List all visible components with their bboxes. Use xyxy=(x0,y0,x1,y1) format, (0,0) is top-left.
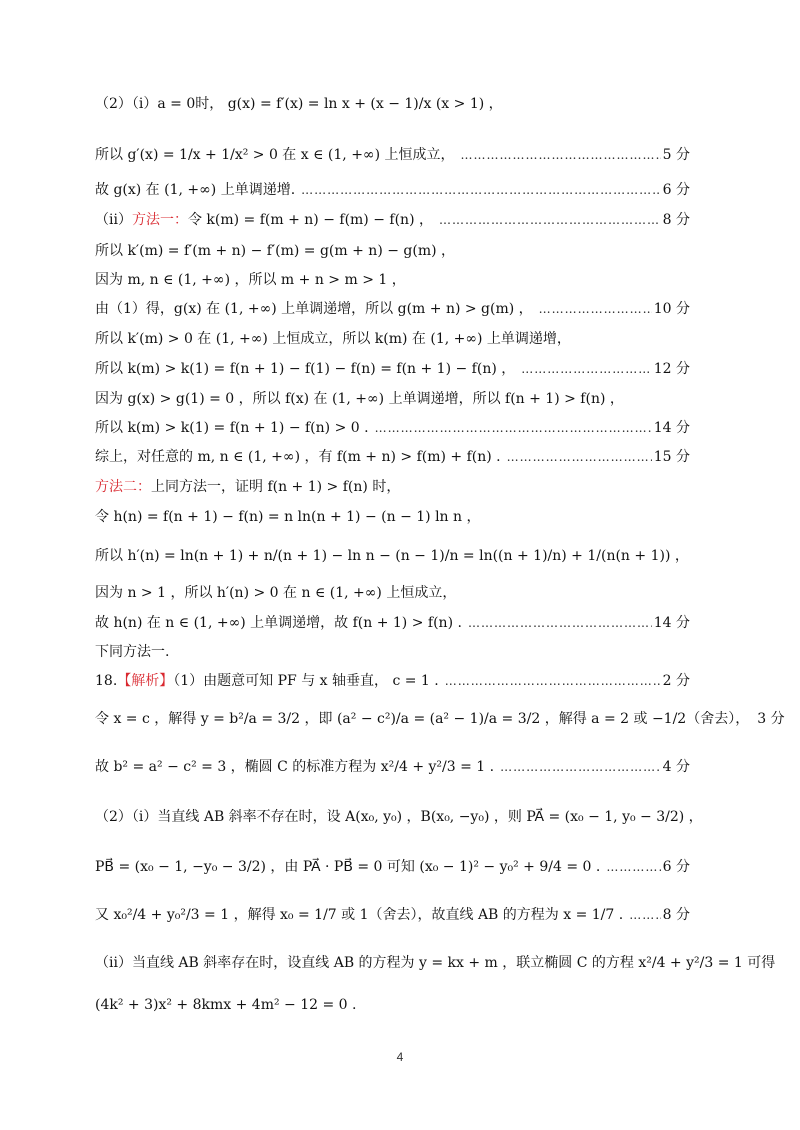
solution-line-13 xyxy=(95,480,690,494)
solution-line-14 xyxy=(95,510,690,524)
score-points: 15 分 xyxy=(653,449,690,465)
dot-leader xyxy=(629,909,660,921)
line-text: 故 g(x) 在 (1, +∞) 上单调递增. xyxy=(95,182,296,198)
dot-leader xyxy=(375,422,652,434)
score-points: 3 分 xyxy=(757,711,785,727)
line-text: 令 h(n) = f(n + 1) − f(n) = n ln(n + 1) − (n − 1) ln n ， xyxy=(95,509,481,525)
score-points: 10 分 xyxy=(653,301,690,317)
analysis-label: 【解析】 xyxy=(117,673,174,689)
line-text: 因为 n > 1 ，所以 h′(n) > 0 在 n ∈ (1, +∞) 上恒成立， xyxy=(95,585,457,601)
line-text: （1）由题意可知 PF 与 x 轴垂直， c = 1 . xyxy=(173,673,439,689)
solution-line-2 xyxy=(95,148,690,162)
solution-line-4 xyxy=(95,213,690,227)
line-text: 因为 m, n ∈ (1, +∞) ，所以 m + n > m > 1 ， xyxy=(95,272,406,288)
method-label: 方法二： xyxy=(95,479,151,495)
dot-leader xyxy=(539,303,652,315)
line-text: 故 h(n) 在 n ∈ (1, +∞) 上单调递增，故 f(n + 1) > f(n) . xyxy=(95,615,462,631)
solution-line-26 xyxy=(95,998,690,1012)
dot-leader xyxy=(468,617,652,629)
line-text: 所以 k′(m) = f′(m + n) − f′(m) = g(m + n) − g(m) ， xyxy=(95,243,456,259)
score-points: 12 分 xyxy=(653,361,690,377)
line-text: 所以 g′(x) = 1/x + 1/x² > 0 在 x ∈ (1, +∞) 上恒成立， xyxy=(95,147,455,163)
question-number: 18. xyxy=(95,673,118,689)
dot-leader xyxy=(301,184,660,196)
solution-line-19 xyxy=(95,674,690,688)
line-prefix: （ii） xyxy=(95,212,132,228)
score-points: 4 分 xyxy=(662,759,690,775)
solution-line-9 xyxy=(95,362,690,376)
line-text: 由（1）得，g(x) 在 (1, +∞) 上单调递增，所以 g(m + n) > g(m) ， xyxy=(95,301,533,317)
line-text: 因为 g(x) > g(1) = 0 ，所以 f(x) 在 (1, +∞) 上单调递增，所以 f(n + 1) > f(n) ， xyxy=(95,391,624,407)
solution-line-22 xyxy=(95,809,703,825)
line-text: （ii）当直线 AB 斜率存在时，设直线 AB 的方程为 y = kx + m ，联立椭圆 C 的方程 x²/4 + y²/3 = 1 可得 xyxy=(95,955,776,971)
line-text: （2）（i）当直线 AB 斜率不存在时，设 A(x₀, y₀) ，B(x₀, −y₀) ，则 PA⃗ = (x₀ − 1, y₀ − 3/2) ， xyxy=(95,809,703,825)
solution-line-10 xyxy=(95,392,690,406)
solution-line-6 xyxy=(95,273,690,287)
score-points: 6 分 xyxy=(662,182,690,198)
solution-line-24 xyxy=(95,908,690,922)
solution-line-11 xyxy=(95,421,690,435)
dot-leader xyxy=(445,675,661,687)
method-label: 方法一： xyxy=(131,212,188,228)
page-number: 4 xyxy=(396,1050,404,1064)
line-text: 下同方法一. xyxy=(95,644,170,660)
score-points: 8 分 xyxy=(662,907,690,923)
dot-leader xyxy=(606,861,660,873)
score-points: 2 分 xyxy=(662,673,690,689)
solution-line-1 xyxy=(95,97,690,111)
line-text: (4k² + 3)x² + 8kmx + 4m² − 12 = 0 . xyxy=(95,997,357,1013)
solution-line-17 xyxy=(95,616,690,630)
line-text: 上同方法一，证明 f(n + 1) > f(n) 时， xyxy=(151,479,401,495)
solution-line-12 xyxy=(95,450,690,464)
line-text: PB⃗ = (x₀ − 1, −y₀ − 3/2) ，由 PA⃗ · PB⃗ = 0 可知 (x₀ − 1)² − y₀² + 9/4 = 0 . xyxy=(95,859,601,875)
dot-leader xyxy=(439,214,661,226)
solution-line-25 xyxy=(95,955,776,971)
dot-leader xyxy=(507,451,652,463)
dot-leader xyxy=(521,363,651,375)
solution-line-5 xyxy=(95,244,690,258)
dot-leader xyxy=(461,149,661,161)
line-text: 故 b² = a² − c² = 3 ，椭圆 C 的标准方程为 x²/4 + y²/3 = 1 . xyxy=(95,759,495,775)
score-points: 14 分 xyxy=(653,615,690,631)
line-text: 又 x₀²/4 + y₀²/3 = 1 ，解得 x₀ = 1/7 或 1（舍去），故直线 AB 的方程为 x = 1/7 . xyxy=(95,907,624,923)
line-text: 令 k(m) = f(m + n) − f(m) − f(n) ， xyxy=(187,212,433,228)
line-text: 所以 k(m) > k(1) = f(n + 1) − f(n) > 0 . xyxy=(95,420,369,436)
solution-line-7 xyxy=(95,302,690,316)
line-text: 所以 k(m) > k(1) = f(n + 1) − f(1) − f(n) = f(n + 1) − f(n) ， xyxy=(95,361,516,377)
solution-line-8 xyxy=(95,332,690,346)
score-points: 6 分 xyxy=(662,859,690,875)
line-text: 令 x = c ，解得 y = b²/a = 3/2 ，即 (a² − c²)/a = (a² − 1)/a = 3/2 ，解得 a = 2 或 −1/2（舍去）， xyxy=(95,711,750,727)
line-text: 所以 h′(n) = ln(n + 1) + n/(n + 1) − ln n − (n − 1)/n = ln((n + 1)/n) + 1/(n(n + 1)) ， xyxy=(95,548,689,564)
score-points: 14 分 xyxy=(653,420,690,436)
line-text: 所以 k′(m) > 0 在 (1, +∞) 上恒成立，所以 k(m) 在 (1, +∞) 上单调递增， xyxy=(95,331,571,347)
solution-line-20 xyxy=(95,711,785,727)
solution-line-21 xyxy=(95,760,690,774)
score-points: 5 分 xyxy=(662,147,690,163)
solution-line-3 xyxy=(95,183,690,197)
line-text: 综上，对任意的 m, n ∈ (1, +∞) ，有 f(m + n) > f(m) + f(n) . xyxy=(95,449,501,465)
solution-line-15 xyxy=(95,549,690,563)
solution-line-16 xyxy=(95,586,690,600)
score-points: 8 分 xyxy=(662,212,690,228)
solution-line-18 xyxy=(95,645,690,659)
line-text: （2）（i）a = 0时， g(x) = f′(x) = ln x + (x − 1)/x (x > 1) ， xyxy=(95,96,503,112)
solution-line-23 xyxy=(95,860,690,874)
dot-leader xyxy=(500,761,661,773)
